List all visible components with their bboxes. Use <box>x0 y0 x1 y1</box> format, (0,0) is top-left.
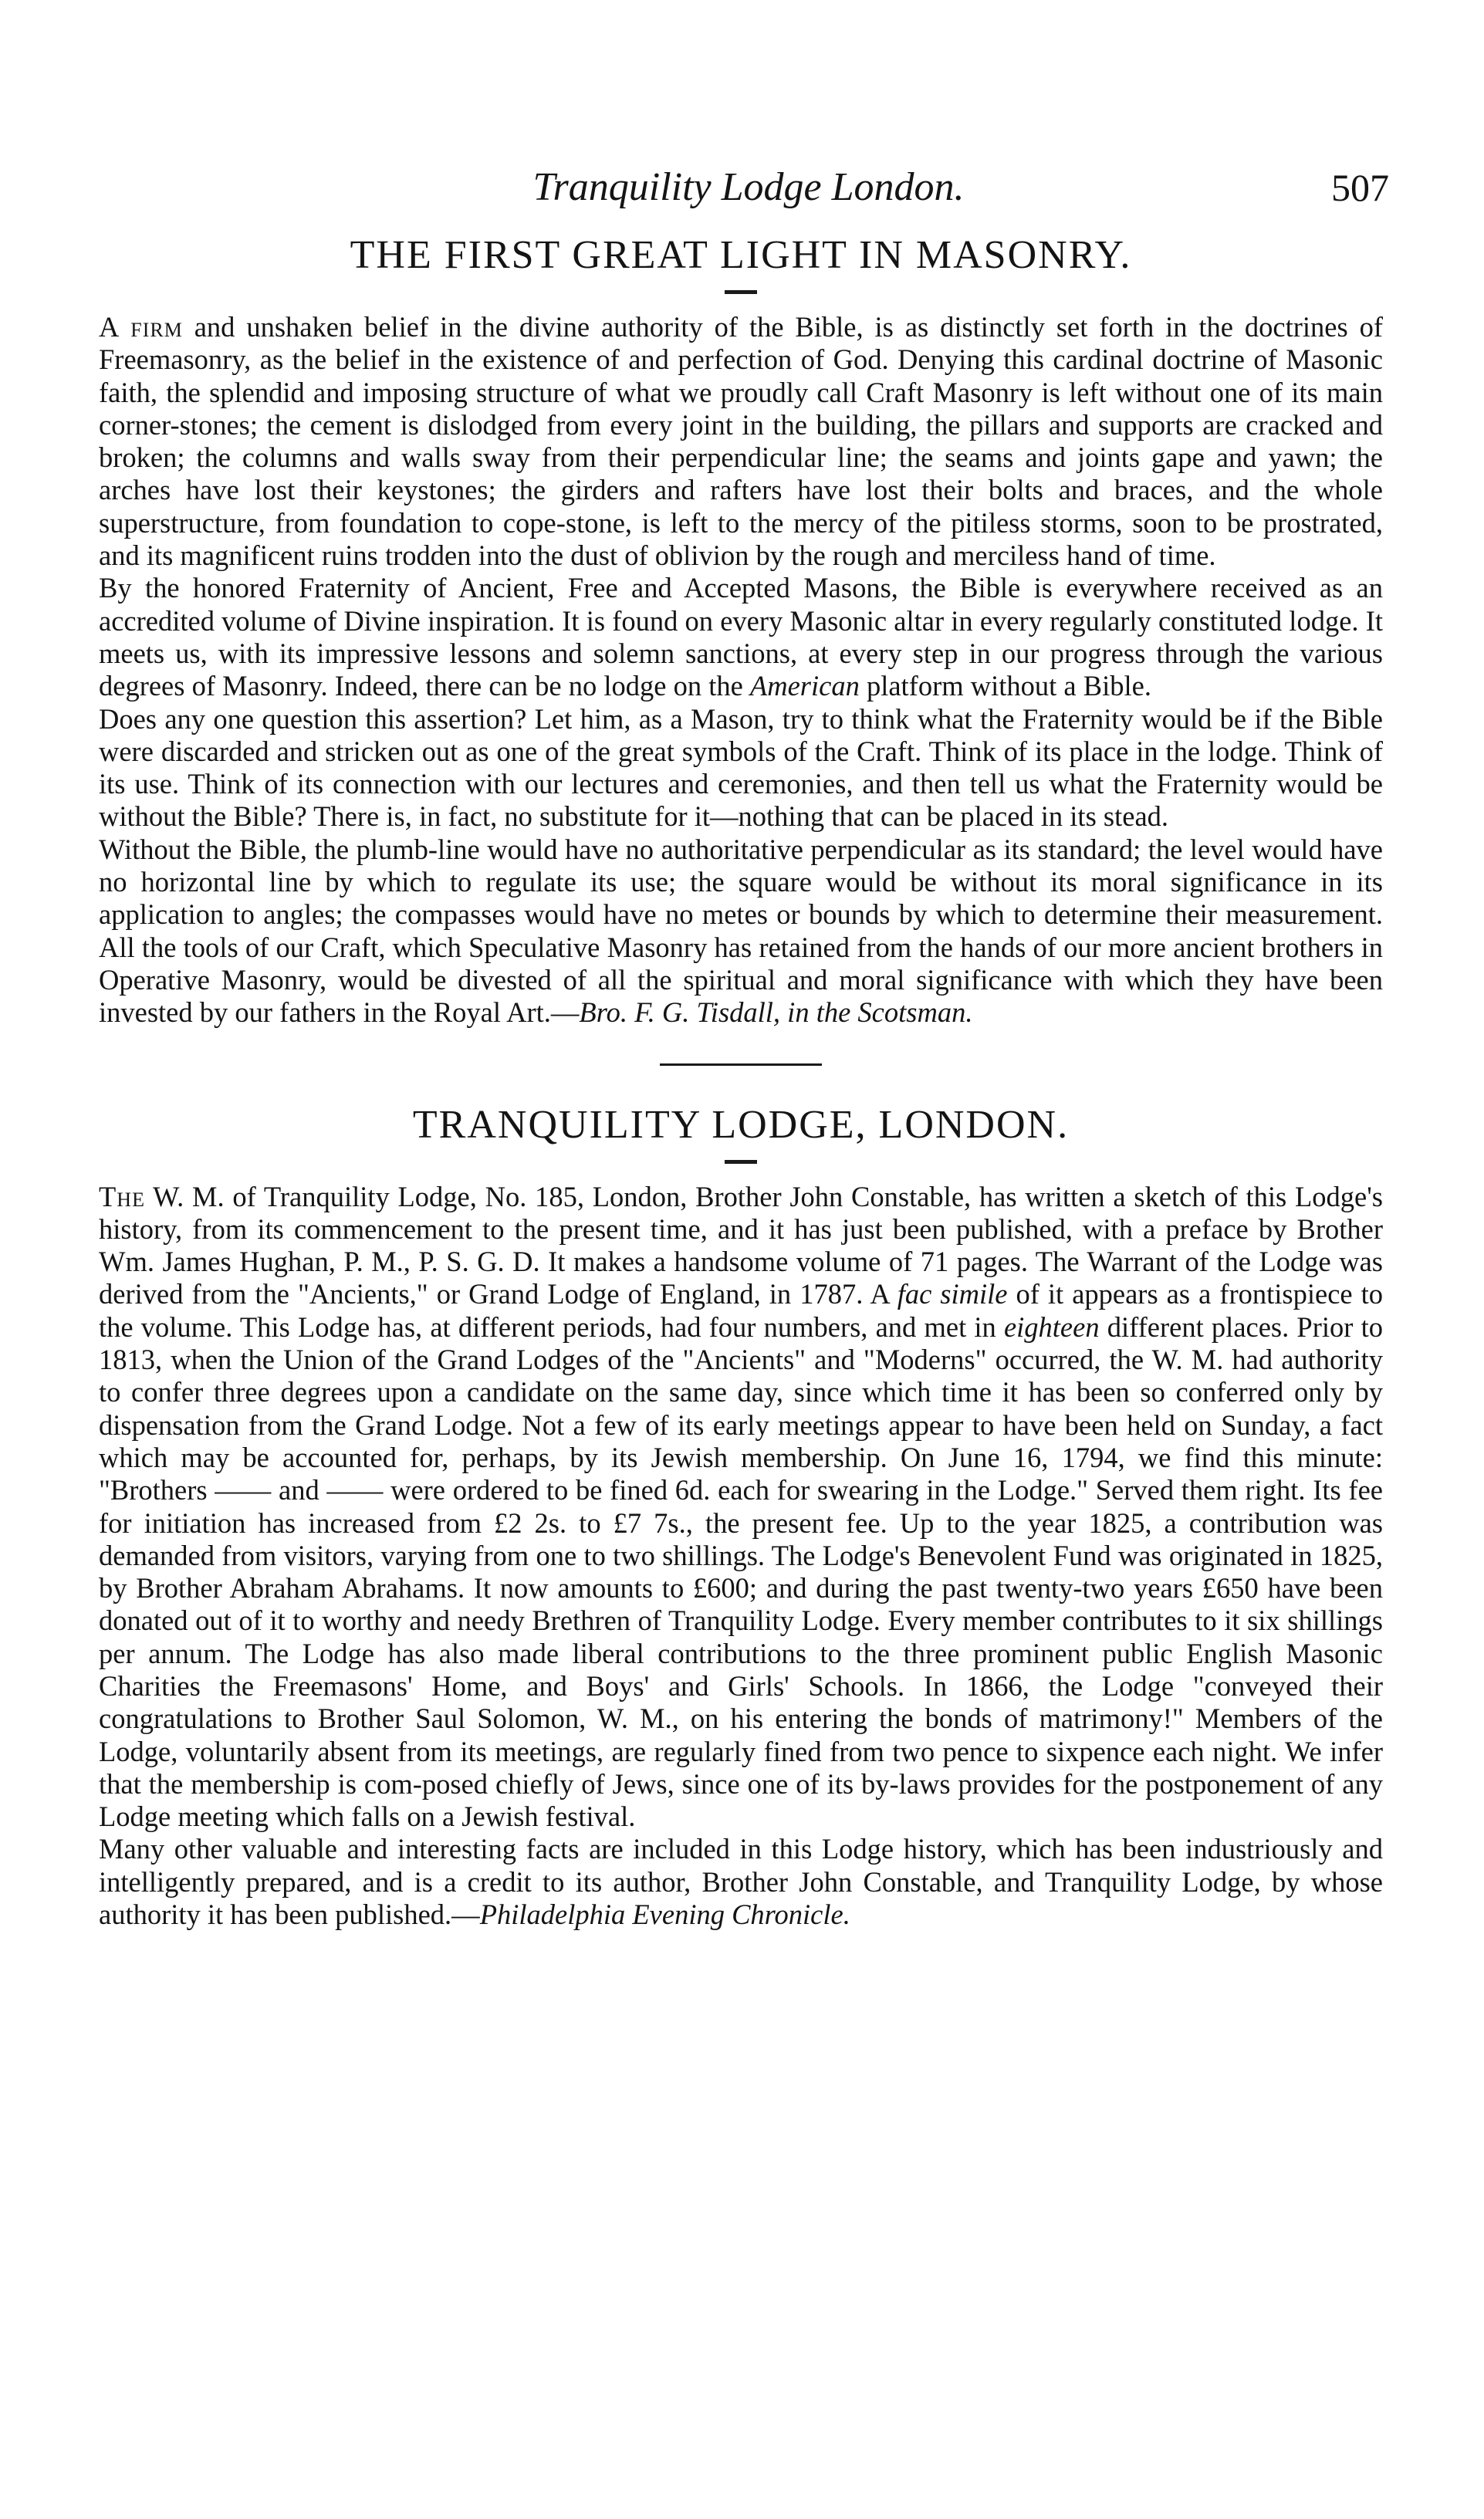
article-paragraph <box>99 311 1383 572</box>
page-number: 507 <box>1331 166 1389 209</box>
article-heading: THE FIRST GREAT LIGHT IN MASONRY. <box>350 233 1132 277</box>
article-paragraph <box>99 572 1383 702</box>
running-title: Tranquility Lodge London. <box>532 165 965 209</box>
paragraph-text: By the honored Fraternity of Ancient, Free and Accepted Masons, the Bible is everywhere received as an accredited volume of Divine inspiration. It is found on every Masonic altar in every regularly constituted lodge. It meets us, with its impressive lessons and solemn sanctions, at every step in our progress through the various degrees of Masonry. Indeed, there can be no lodge on the <box>99 572 1383 702</box>
paragraph-text: different places. Prior to 1813, when the Union of the Grand Lodges of the "Ancients" and "Moderns" occurred, the W. M. had authority to confer three degrees upon a candidate on the same day, since which time it has been so conferred only by dispensation from the Grand Lodge. Not a few of its early meetings appear to have been held on Sunday, a fact which may be accounted for, perhaps, by its Jewish membership. On June 16, 1794, we find this minute: "Brothers —— and —— were ordered to be fined 6d. each for swearing in the Lodge." Served them right. Its fee for initiation has increased from £2 2s. to £7 7s., the present fee. Up to the year 1825, a contribution was demanded from visitors, varying from one to two shillings. The Lodge's Benevolent Fund was originated in 1825, by Brother Abraham Abrahams. It now amounts to £600; and during the past twenty-two years £650 have been donated out of it to worthy and needy Brethren of Tranquility Lodge. Every member contributes to it six shillings per annum. The Lodge has also made liberal contributions to the three prominent public English Masonic Charities the Freemasons' Home, and Boys' and Girls' Schools. In 1866, the Lodge "conveyed their congratulations to Brother Saul Solomon, W. M., on his entering the bonds of matrimony!" Members of the Lodge, voluntarily absent from its meetings, are regularly fined from two pence to sixpence each night. We infer that the membership is com-posed chiefly of Jews, since one of its by-laws provides for the postponement of any Lodge meeting which falls on a Jewish festival. <box>99 1310 1383 1833</box>
paragraph-text: and unshaken belief in the divine authority of the Bible, is as distinctly set forth in the doctrines of Freemasonry, as the belief in the existence of and perfection of God. Denying this cardinal doctrine of Masonic faith, the splendid and imposing structure of what we proudly call Craft Masonry is left without one of its main corner-stones; the cement is dislodged from every joint in the building, the pillars and supports are cracked and broken; the columns and walls sway from their perpendicular line; the seams and joints gape and yawn; the arches have lost their keystones; the girders and rafters have lost their bolts and braces, and the whole superstructure, from foundation to cope-stone, is left to the mercy of the pitiless storms, soon to be prostrated, and its magnificent ruins trodden into the dust of oblivion by the rough and merciless hand of time. <box>99 311 1383 572</box>
running-head <box>108 161 1389 215</box>
article-paragraph: Does any one question this assertion? Let him, as a Mason, try to think what the Fraternity would be if the Bible were discarded and stricken out as one of the great symbols of the Craft. Think of its place in the lodge. Think of its use. Think of its connection with our lectures and ceremonies, and then tell us what the Fraternity would be without the Bible? There is, in fact, no substitute for it—nothing that can be placed in its stead. <box>99 702 1383 833</box>
lead-word: A firm <box>99 311 183 343</box>
article-paragraph <box>99 1181 1383 1834</box>
italic-word: fac simile <box>897 1278 1008 1310</box>
italic-word: American <box>749 670 860 702</box>
paragraph-text: Many other valuable and interesting facts are included in this Lodge history, which has been industriously and intelligently prepared, and is a credit to its author, Brother John Constable, and Tranquility Lodge, by whose authority it has been published.— <box>99 1833 1383 1931</box>
article-heading: TRANQUILITY LODGE, LONDON. <box>412 1102 1070 1147</box>
article-separator <box>660 1063 822 1066</box>
heading-rule <box>725 1160 757 1164</box>
article-paragraph <box>99 833 1383 1030</box>
paragraph-text: of it appears as a frontispiece to the volume. This Lodge has, at different periods, had four numbers, and met in <box>99 1278 1383 1343</box>
paragraph-text: Without the Bible, the plumb-line would have no authoritative perpendicular as its standard; the level would have no horizontal line by which to regulate its use; the square would be without its moral significance in its application to angles; the compasses would have no metes or bounds by which to determine their measurement. All the tools of our Craft, which Speculative Masonry has retained from the hands of our more ancient brothers in Operative Masonry, would be divested of all the spiritual and moral significance with which they have been invested by our fathers in the Royal Art.— <box>99 833 1383 1029</box>
source-attribution: Philadelphia Evening Chronicle. <box>479 1899 850 1931</box>
lead-word: The <box>99 1180 145 1212</box>
paragraph-text: platform without a Bible. <box>859 670 1151 702</box>
article-first-great-light <box>99 232 1383 1931</box>
article-paragraph <box>99 1833 1383 1931</box>
paragraph-text: W. M. of Tranquility Lodge, No. 185, London, Brother John Constable, has written a sketch of this Lodge's history, from its commencement to the present time, and it has just been published, with a preface by Brother Wm. James Hughan, P. M., P. S. G. D. It makes a handsome volume of 71 pages. The Warrant of the Lodge was derived from the "Ancients," or Grand Lodge of England, in 1787. A <box>99 1180 1383 1310</box>
italic-word: eighteen <box>1003 1310 1100 1343</box>
source-attribution: Bro. F. G. Tisdall, in the Scotsman. <box>579 996 973 1029</box>
heading-rule <box>725 290 757 294</box>
